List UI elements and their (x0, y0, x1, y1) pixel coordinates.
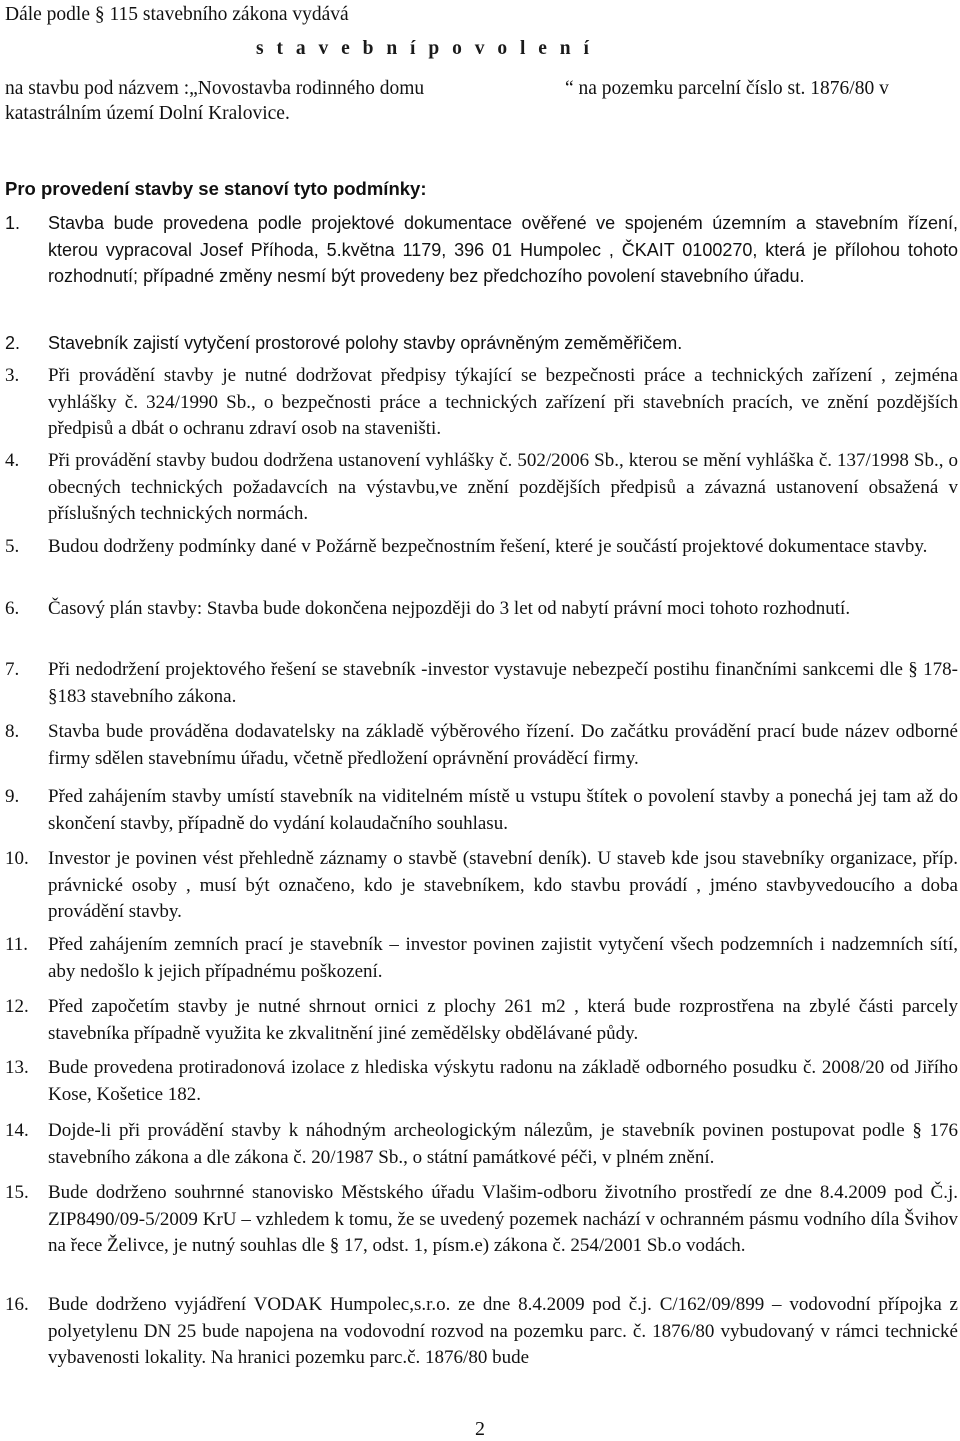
condition-number: 10. (5, 848, 29, 869)
condition-number: 11. (5, 934, 29, 955)
condition-text: Před zahájením stavby umístí stavebník na viditelném místě u vstupu štítek o povolení stavby a ponechá jej tam až do skončení stavby, případně do vydání kolaudačního souhlasu. (48, 786, 958, 834)
intro-line: Dále podle § 115 stavebního zákona vydává (5, 4, 349, 25)
condition-text: Stavba bude provedena podle projektové dokumentace ověřené ve spojeném územním a stavebním řízení, kterou vypracoval Josef Příhoda, 5.května 1179, 396 01 Humpolec , ČKAIT 0100270, která je přílohou tohoto rozhodnutí; případné změny nesmí být provedeny bez předchozího povolení stavebního úřadu. (48, 213, 958, 287)
intro-building-name-b: “ na pozemku parcelní číslo st. 1876/80 v (565, 78, 889, 99)
condition-text: Budou dodrženy podmínky dané v Požárně bezpečnostním řešení, které je součástí projektové dokumentace stavby. (48, 536, 928, 557)
page-number: 2 (475, 1418, 485, 1440)
condition-text: Při provádění stavby je nutné dodržovat předpisy týkající se bezpečnosti práce a technických zařízení , zejména vyhlášky č. 324/1990 Sb., o bezpečnosti práce a technických zařízení při stavebních pracích, ve znění pozdějších předpisů a dbát o ochranu zdraví osob na staveništi. (48, 365, 958, 440)
condition-text: Před zahájením zemních prací je stavebník – investor povinen zajistit vytyčení všech podzemních i nadzemních sítí, aby nedošlo k jejich případnému poškození. (48, 934, 958, 982)
condition-number: 5. (5, 536, 20, 557)
condition-text: Stavebník zajistí vytyčení prostorové polohy stavby oprávněným zeměměřičem. (48, 333, 683, 353)
condition-number: 8. (5, 721, 20, 742)
condition-text: Bude dodrženo souhrnné stanovisko Městského úřadu Vlašim-odboru životního prostředí ze dne 8.4.2009 pod Č.j. ZIP8490/09-5/2009 KrU – vzhledem k tomu, že se uvedený pozemek nachází v ochranném pásmu vodního díla Švihov na řece Želivce, je nutný souhlas dle § 17, odst. 1, písm.e) zákona č. 254/2001 Sb.o vodách. (48, 1182, 958, 1257)
conditions-heading: Pro provedení stavby se stanoví tyto podmínky: (5, 178, 427, 199)
condition-text: Při provádění stavby budou dodržena ustanovení vyhlášky č. 502/2006 Sb., kterou se mění vyhláška č. 137/1998 Sb., o obecných technických požadavcích na výstavbu,ve znění pozdějších předpisů a závazná ustanovení obsažená v příslušných technických normách. (48, 450, 958, 525)
condition-number: 15. (5, 1182, 29, 1203)
intro-building-name (5, 76, 960, 102)
condition-text: Před započetím stavby je nutné shrnout ornici z plochy 261 m2 , která bude rozprostřena na zbylé části parcely stavebníka případně využita ke zkvalitnění jiné zemědělsky obdělávané půdy. (48, 996, 958, 1044)
condition-number: 4. (5, 450, 20, 471)
condition-text: Časový plán stavby: Stavba bude dokončena nejpozději do 3 let od nabytí právní moci tohoto rozhodnutí. (48, 598, 851, 619)
condition-number: 14. (5, 1120, 29, 1141)
condition-text: Bude provedena protiradonová izolace z hlediska výskytu radonu na základě odborného posudku č. 2008/20 od Jiřího Kose, Košetice 182. (48, 1057, 958, 1105)
condition-text: Stavba bude prováděna dodavatelsky na základě výběrového řízení. Do začátku provádění prací bude název odborné firmy sdělen stavebnímu úřadu, včetně předložení oprávnění prováděcí firmy. (48, 721, 958, 769)
condition-number: 1. (5, 213, 21, 233)
condition-text: Při nedodržení projektového řešení se stavebník -investor vystavuje nebezpečí postihu finančními sankcemi dle § 178- §183 stavebního zákona. (48, 659, 958, 707)
condition-number: 13. (5, 1057, 29, 1078)
document-title: s t a v e b n í p o v o l e n í (256, 38, 593, 59)
condition-number: 3. (5, 365, 20, 386)
condition-number: 2. (5, 333, 21, 353)
intro-cadastral-area: katastrálním území Dolní Kralovice. (5, 103, 290, 124)
intro-building-name-a: na stavbu pod názvem :„Novostavba rodinného domu (5, 78, 425, 99)
condition-number: 12. (5, 996, 29, 1017)
condition-text: Investor je povinen vést přehledně záznamy o stavbě (stavební deník). U staveb kde jsou stavebníky organizace, příp. právnické osoby , musí být označeno, kdo je stavebníkem, kdo stavbu provádí , jméno stavbyvedoucího a doba provádění stavby. (48, 848, 958, 923)
condition-text: Bude dodrženo vyjádření VODAK Humpolec,s.r.o. ze dne 8.4.2009 pod č.j. C/162/09/899 – vodovodní přípojka z polyetylenu DN 25 bude napojena na vodovodní rozvod na pozemku parc. č. 1876/80 vybudovaný v rámci technické vybavenosti lokality. Na hranici pozemku parc.č. 1876/80 bude (48, 1294, 958, 1369)
condition-text: Dojde-li při provádění stavby k náhodným archeologickým nálezům, je stavebník povinen postupovat podle § 176 stavebního zákona a dle zákona č. 20/1987 Sb., o státní památkové péči, v plném znění. (48, 1120, 958, 1168)
condition-number: 16. (5, 1294, 29, 1315)
condition-number: 9. (5, 786, 20, 807)
condition-number: 7. (5, 659, 20, 680)
condition-number: 6. (5, 598, 20, 619)
